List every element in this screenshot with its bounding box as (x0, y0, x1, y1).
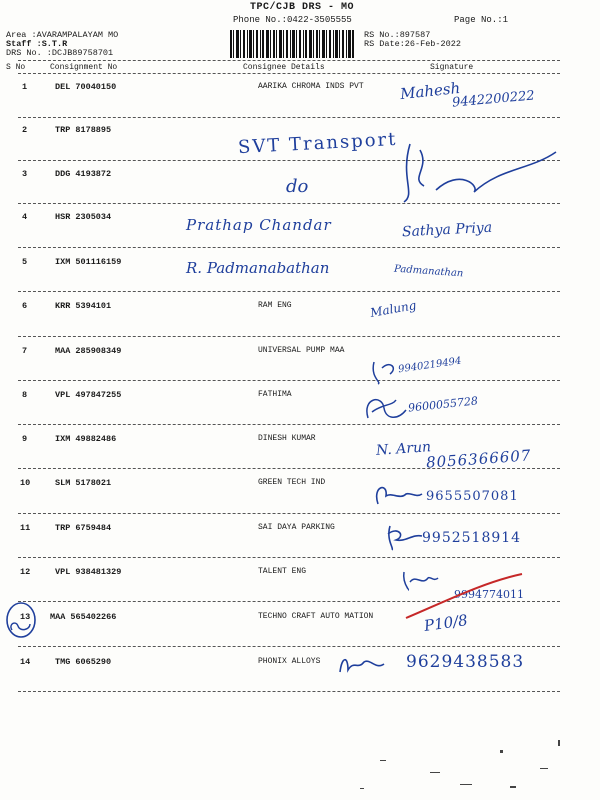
row-13-circle-icon (4, 600, 38, 640)
signature-scribble-icon (370, 480, 424, 510)
handwritten-ditto: do (286, 176, 309, 197)
handwritten-note: P10/8 (422, 611, 469, 635)
handwritten-name: R. Padmanabathan (186, 259, 330, 277)
col-consignment: Consignment No (50, 63, 118, 72)
row-consignee: GREEN TECH IND (258, 478, 326, 487)
signature-scribble-icon (384, 522, 424, 552)
handwritten-signature: Malung (369, 298, 418, 320)
row-consignment: MAA 565402266 (50, 612, 117, 622)
document-title: TPC/CJB DRS - MO (250, 2, 355, 13)
row-consignee: TALENT ENG (258, 567, 307, 576)
handwritten-phone: 9655507081 (426, 489, 519, 504)
handwritten-phone: 9442200222 (451, 88, 536, 111)
row-consignee: TECHNO CRAFT AUTO MATION (258, 612, 374, 621)
row-consignment: IXM 501116159 (55, 257, 122, 267)
row-divider (18, 247, 560, 248)
handwritten-phone: 9994774011 (454, 588, 524, 601)
row-divider (18, 117, 560, 118)
handwritten-phone: 8056366607 (425, 446, 532, 472)
row-sno: 4 (22, 212, 28, 222)
scan-noise-marks (300, 700, 590, 796)
row-sno: 7 (22, 346, 28, 356)
row-consignment: VPL 938481329 (55, 567, 122, 577)
row-consignee: UNIVERSAL PUMP MAA (258, 346, 345, 355)
staff-label: Staff :S.T.R (6, 39, 68, 49)
signature-scribble-icon (368, 358, 402, 386)
header-divider-top (18, 60, 560, 61)
col-sno: S No (6, 63, 26, 72)
row-consignment: IXM 49882486 (55, 434, 117, 444)
row-sno: 5 (22, 257, 28, 267)
row-consignment: HSR 2305034 (55, 212, 112, 222)
handwritten-phone: 9952518914 (422, 530, 522, 546)
row-sno: 2 (22, 125, 28, 135)
row-consignment: MAA 285908349 (55, 346, 122, 356)
row-consignment: DDG 4193872 (55, 169, 112, 179)
row-consignee: RAM ENG (258, 301, 292, 310)
row-divider (18, 291, 560, 292)
row-consignment: SLM 5178021 (55, 478, 112, 488)
col-consignee: Consignee Details (243, 63, 325, 72)
row-consignment: TMG 6065290 (55, 657, 112, 667)
row-divider (18, 380, 560, 381)
signature-scribble-icon (390, 138, 560, 208)
row-consignment: TRP 8178895 (55, 125, 112, 135)
row-consignee: FATHIMA (258, 390, 292, 399)
row-divider (18, 468, 560, 469)
row-sno: 8 (22, 390, 28, 400)
signature-scribble-icon (362, 390, 410, 424)
signature-scribble-icon (336, 652, 386, 676)
row-consignee: SAI DAYA PARKING (258, 523, 335, 532)
row-sno: 13 (20, 612, 31, 622)
row-consignment: KRR 5394101 (55, 301, 112, 311)
handwritten-phone: 9940219494 (397, 355, 463, 376)
handwritten-signature: N. Arun (375, 439, 432, 459)
row-divider (18, 513, 560, 514)
handwritten-signature: Mahesh (399, 78, 461, 104)
rs-number: RS No.:897587 (364, 30, 431, 40)
handwritten-phone: 9600055728 (407, 394, 479, 415)
header-divider-bottom (18, 73, 560, 74)
row-sno: 6 (22, 301, 28, 311)
row-sno: 9 (22, 434, 28, 444)
handwritten-name: Prathap Chandar (186, 216, 332, 234)
row-sno: 3 (22, 169, 28, 179)
barcode-icon (230, 30, 354, 58)
page-number: Page No.:1 (454, 15, 509, 25)
row-sno: 12 (20, 567, 31, 577)
row-sno: 1 (22, 82, 28, 92)
phone-number: Phone No.:0422-3505555 (233, 15, 352, 25)
handwritten-signature: Padmanathan (393, 263, 464, 280)
row-consignee: DINESH KUMAR (258, 434, 316, 443)
row-consignee: PHONIX ALLOYS (258, 657, 321, 666)
row-consignment: TRP 6759484 (55, 523, 112, 533)
row-sno: 11 (20, 523, 31, 533)
handwritten-name: SVT Transport (237, 128, 398, 159)
rs-date: RS Date:26-Feb-2022 (364, 39, 461, 49)
row-consignment: VPL 497847255 (55, 390, 122, 400)
drs-number: DRS No. :DCJB89758701 (6, 48, 114, 58)
row-consignment: DEL 70040150 (55, 82, 117, 92)
handwritten-phone: 9629438583 (406, 652, 525, 672)
row-divider (18, 557, 560, 558)
col-signature: Signature (430, 63, 474, 72)
row-divider (18, 336, 560, 337)
row-consignee: AARIKA CHROMA INDS PVT (258, 82, 364, 91)
row-sno: 14 (20, 657, 31, 667)
row-divider (18, 691, 560, 692)
area-label: Area :AVARAMPALAYAM MO (6, 30, 119, 40)
handwritten-signature: Sathya Priya (401, 219, 493, 241)
row-divider (18, 646, 560, 647)
row-divider (18, 424, 560, 425)
row-sno: 10 (20, 478, 31, 488)
